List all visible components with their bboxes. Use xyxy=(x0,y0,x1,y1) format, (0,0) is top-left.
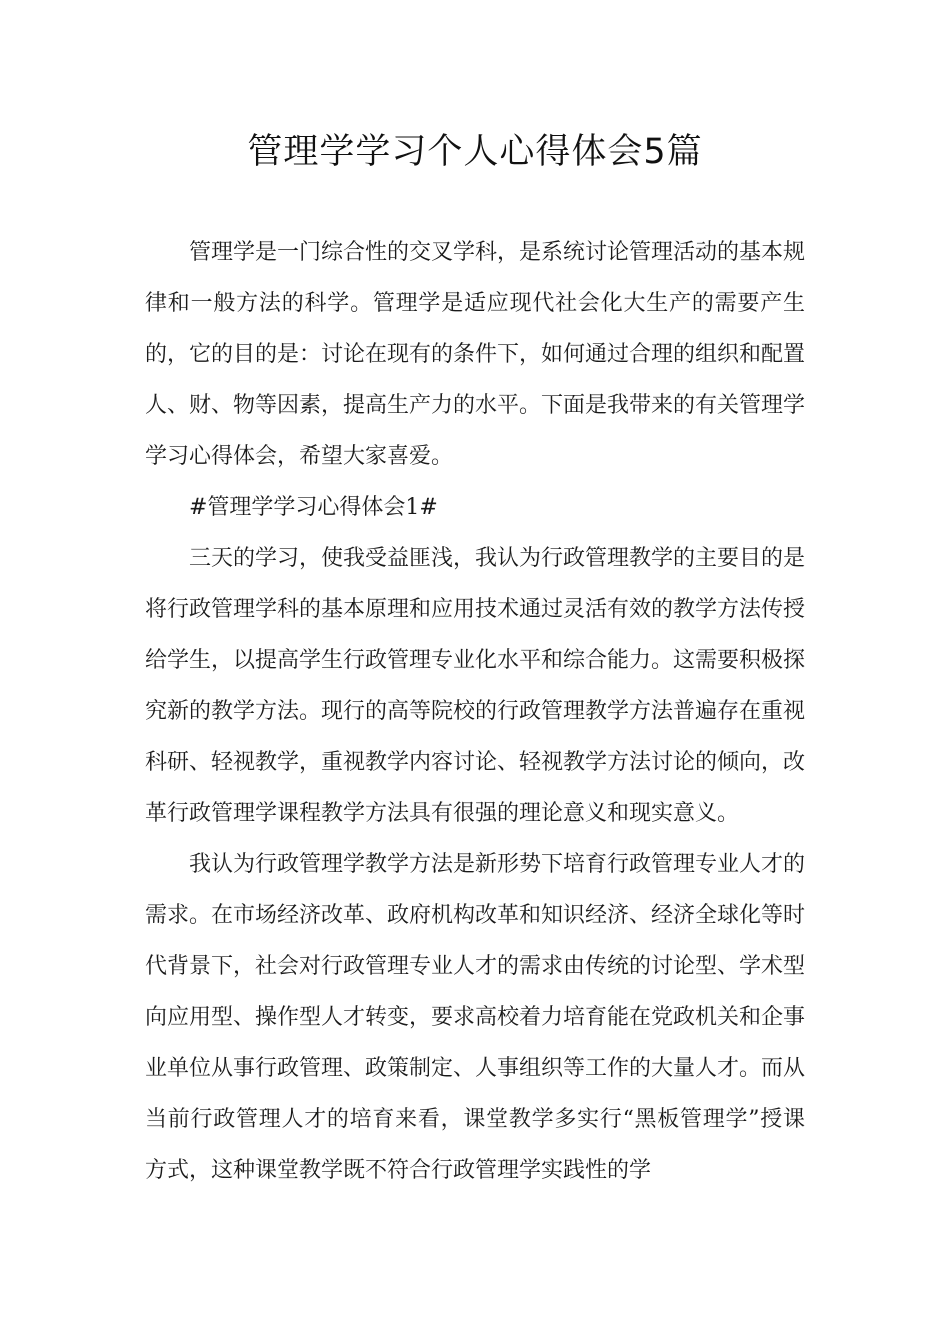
body-paragraph: 我认为行政管理学教学方法是新形势下培育行政管理专业人才的需求。在市场经济改革、政府机构改革和知识经济、经济全球化等时代背景下，社会对行政管理专业人才的需求由传统的讨论型、学术型向应用型、操作型人才转变，要求高校着力培育能在党政机关和企事业单位从事行政管理、政策制定、人事组织等工作的大量人才。而从当前行政管理人才的培育来看，课堂教学多实行“黑板管理学”授课方式，这种课堂教学既不符合行政管理学实践性的学 xyxy=(145,852,806,1183)
document-body xyxy=(145,227,805,1196)
body-paragraph: 三天的学习，使我受益匪浅，我认为行政管理教学的主要目的是将行政管理学科的基本原理和应用技术通过灵活有效的教学方法传授给学生，以提高学生行政管理专业化水平和综合能力。这需要积极探究新的教学方法。现行的高等院校的行政管理教学方法普遍存在重视科研、轻视教学，重视教学内容讨论、轻视教学方法讨论的倾向，改革行政管理学课程教学方法具有很强的理论意义和现实意义。 xyxy=(145,546,806,826)
intro-paragraph: 管理学是一门综合性的交叉学科，是系统讨论管理活动的基本规律和一般方法的科学。管理学是适应现代社会化大生产的需要产生的，它的目的是：讨论在现有的条件下，如何通过合理的组织和配置人、财、物等因素，提高生产力的水平。下面是我带来的有关管理学学习心得体会，希望大家喜爱。 xyxy=(145,240,806,469)
document-title: 管理学学习个人心得体会5篇 xyxy=(247,132,703,172)
section-heading: #管理学学习心得体会1# xyxy=(189,495,438,520)
